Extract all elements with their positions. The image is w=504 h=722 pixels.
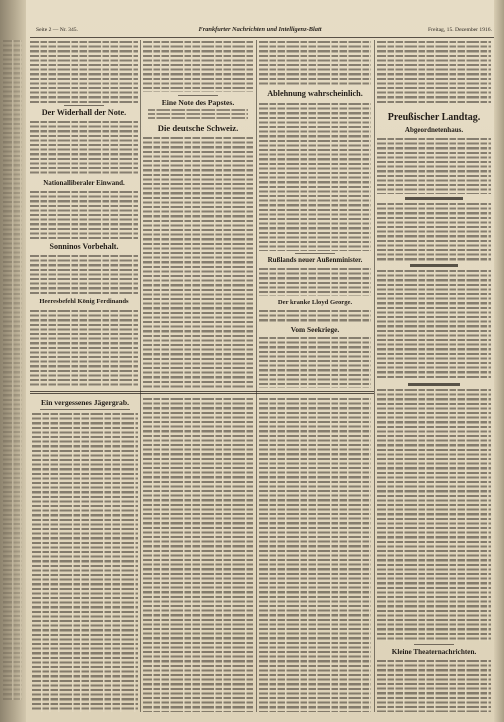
article-text: [377, 389, 491, 641]
issue-date: Freitag, 15. Dezember 1916.: [428, 27, 492, 33]
feuilleton-rule: [30, 391, 374, 392]
article-text: [377, 660, 491, 712]
article-text: [30, 310, 138, 388]
headline: Der kranke Lloyd George.: [277, 299, 353, 306]
article-text: [377, 203, 491, 261]
headline: Vom Seekriege.: [290, 325, 340, 334]
article-divider: [295, 253, 335, 254]
subheading-marker: [405, 197, 463, 200]
article-text: [30, 121, 138, 176]
feuilleton-text: [32, 413, 138, 712]
article-divider: [414, 644, 454, 645]
article-text: [148, 109, 248, 121]
page-number: Seite 2 — Nr. 345.: [36, 27, 78, 33]
headline: Der Widerhall der Note.: [41, 108, 127, 117]
feuilleton-text: [259, 398, 371, 712]
article-text: [259, 103, 371, 251]
article-text: [259, 41, 371, 85]
headline: Rußlands neuer Außenminister.: [267, 256, 363, 264]
headline: Eine Note des Papstes.: [161, 98, 235, 107]
column-rule: [140, 40, 141, 712]
column-rule: [374, 40, 375, 712]
article-text: [259, 268, 371, 296]
article-text: [30, 41, 138, 103]
article-divider: [178, 95, 218, 96]
headline: Kleine Theaternachrichten.: [391, 648, 477, 656]
article-divider: [64, 105, 104, 106]
article-text: [377, 41, 491, 105]
headline: Preußischer Landtag.: [387, 112, 481, 123]
article-divider: [40, 409, 130, 410]
article-text: [30, 255, 138, 296]
headline: Die deutsche Schweiz.: [157, 123, 239, 133]
column-rule: [256, 40, 257, 712]
masthead: Frankfurter Nachrichten und Intelligenz-Blatt: [198, 26, 322, 33]
article-text: [143, 137, 253, 388]
subheading-marker: [408, 383, 460, 386]
adjacent-page-text: [3, 40, 22, 700]
headline: Nationalliberaler Einwand.: [43, 179, 125, 187]
article-text: [259, 310, 371, 322]
headline: Heeresbefehl König Ferdinands: [39, 298, 129, 305]
article-text: [259, 337, 371, 388]
headline: Sonninos Vorbehalt.: [49, 242, 119, 251]
article-text: [377, 270, 491, 380]
feuilleton-text: [143, 398, 253, 712]
article-text: [377, 138, 491, 194]
feuilleton-headline: Ein vergessenes Jägergrab.: [41, 398, 129, 407]
article-text: [143, 41, 253, 92]
header-rule: [30, 37, 494, 38]
headline: Ablehnung wahrscheinlich.: [267, 89, 363, 98]
page-edge: [494, 0, 504, 722]
subheadline: Abgeordnetenhaus.: [404, 126, 464, 134]
article-text: [30, 191, 138, 240]
feuilleton-rule: [30, 393, 374, 394]
subheading-marker: [410, 264, 458, 267]
